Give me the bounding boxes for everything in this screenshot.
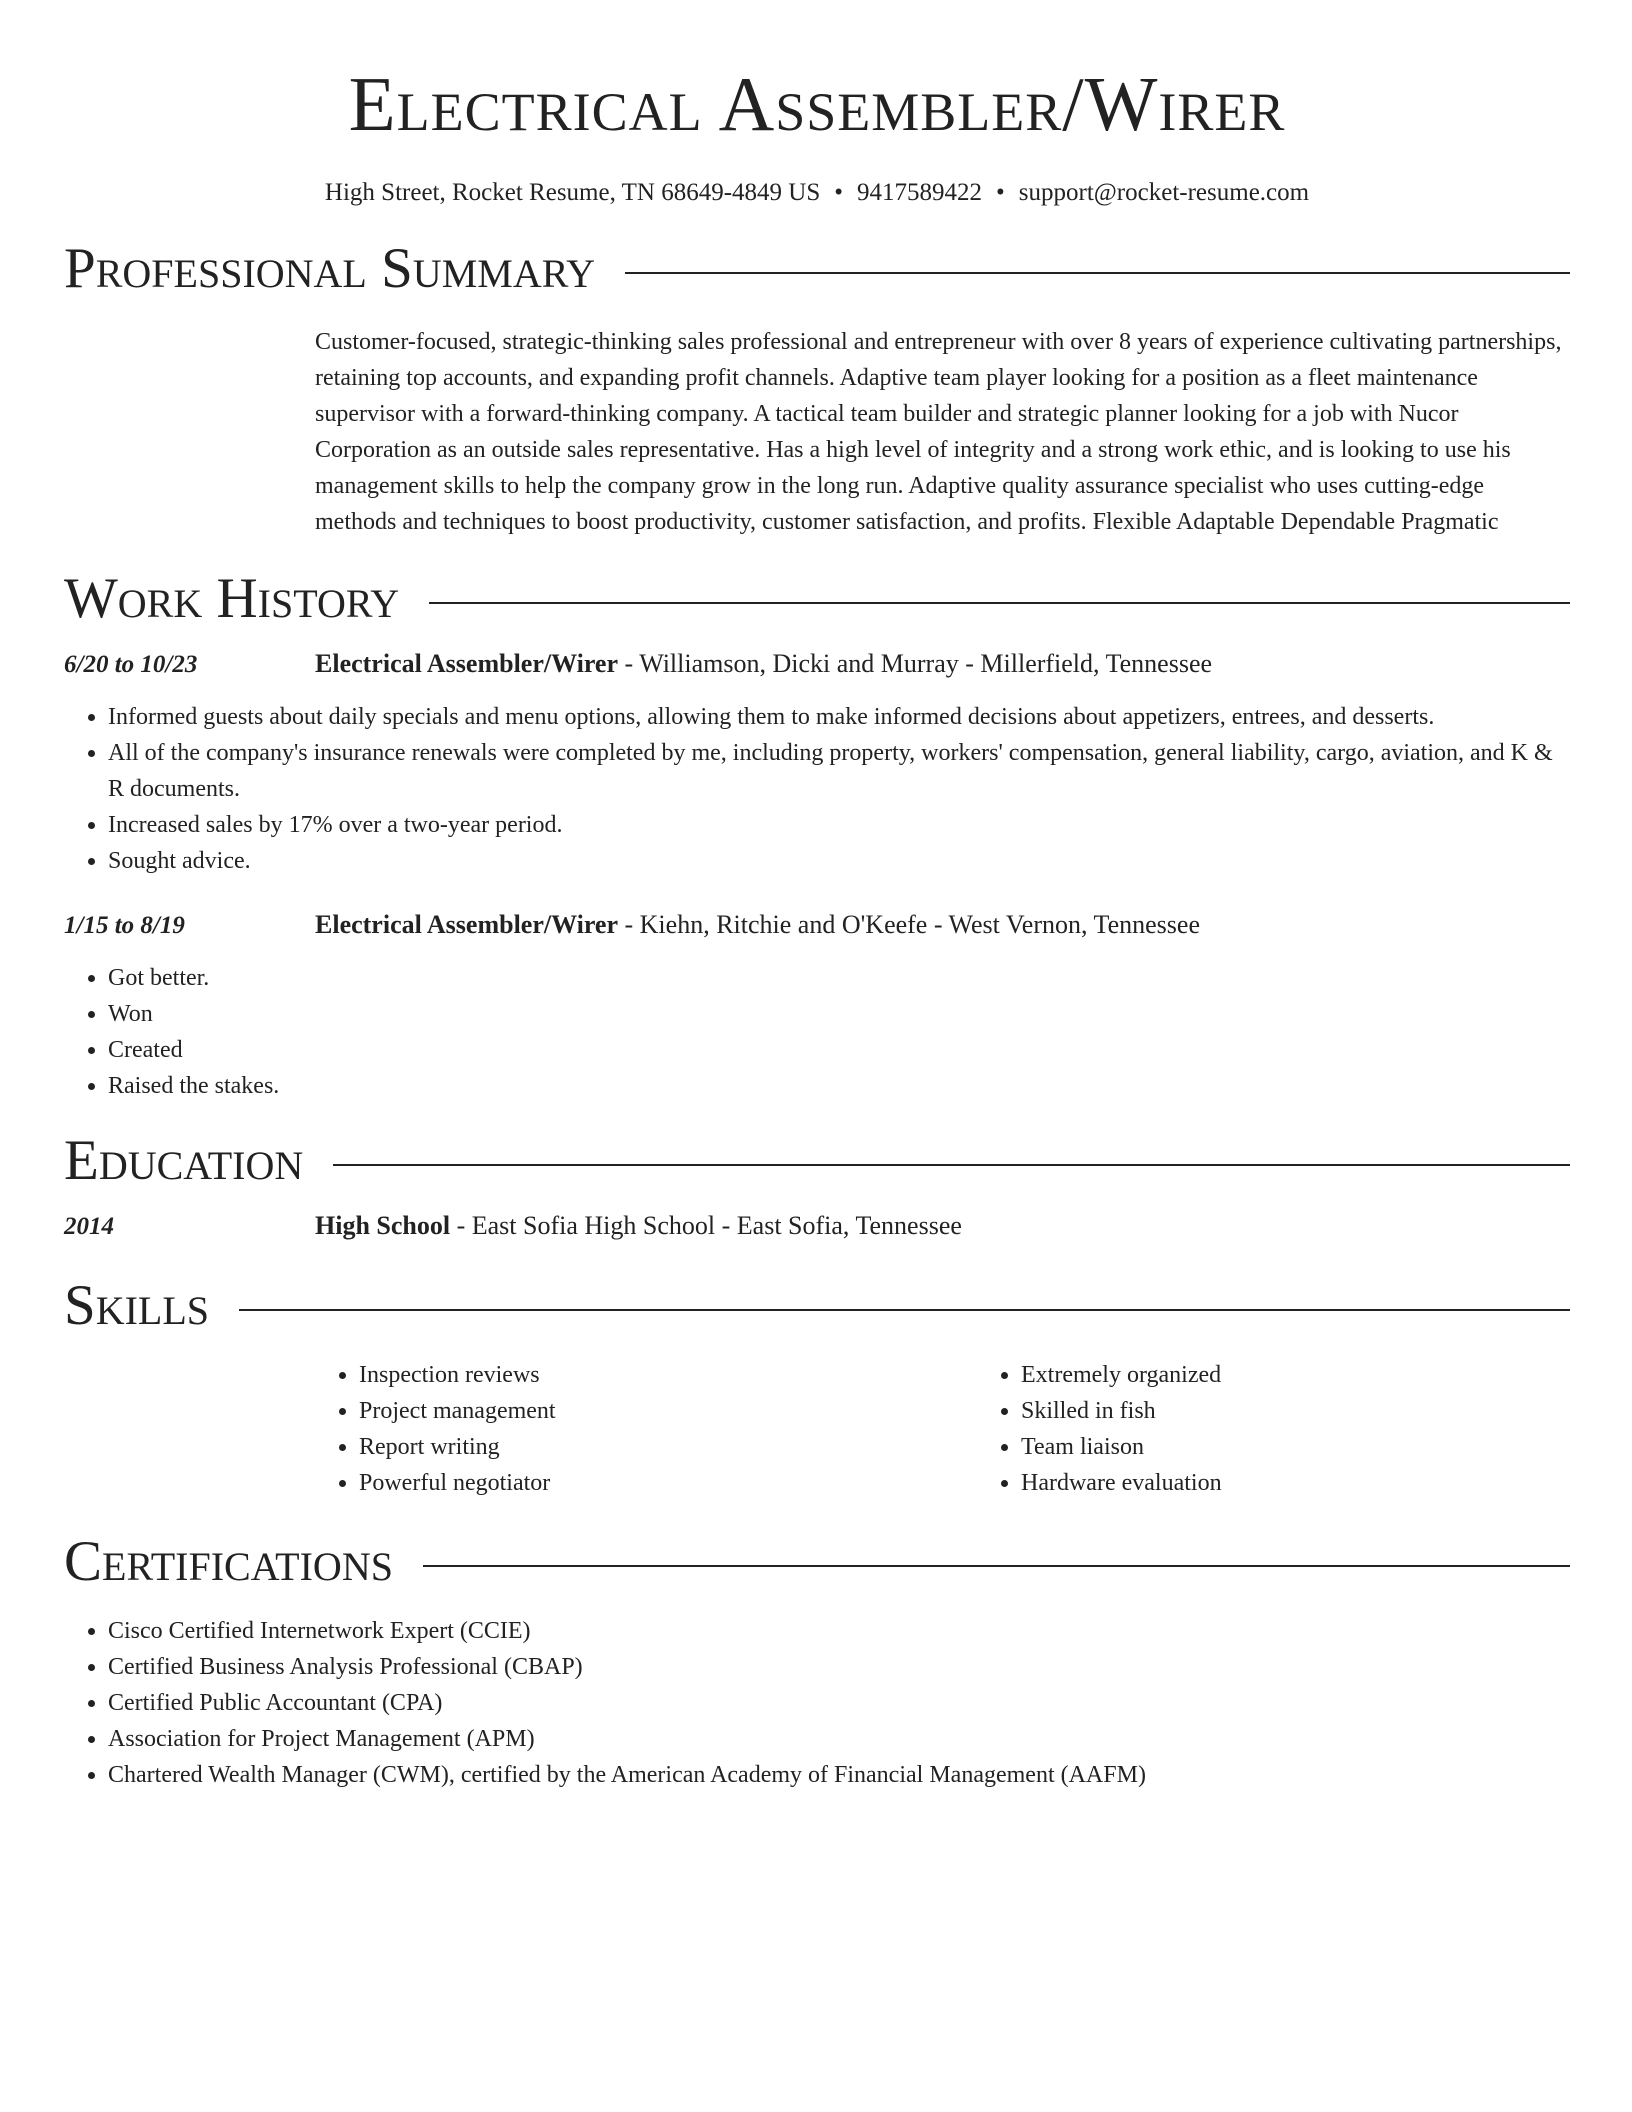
work-history-section: [64, 566, 1570, 1104]
job-title-line: [315, 907, 1200, 943]
job-bullet: • Raised the stakes.: [108, 1068, 1570, 1104]
resume-page: [64, 0, 1570, 1793]
summary-section: [64, 236, 1570, 540]
certification-item: • Cisco Certified Internetwork Expert (CCIE): [108, 1613, 1570, 1649]
job-bullet: • Won: [108, 996, 1570, 1032]
education-entry: [64, 1208, 1570, 1245]
job-header: [64, 907, 1570, 944]
certification-item: • Certified Public Accountant (CPA): [108, 1685, 1570, 1721]
contact-separator: •: [996, 179, 1005, 206]
skill-item: • Inspection reviews: [359, 1357, 977, 1393]
certification-item: • Association for Project Management (APM): [108, 1721, 1570, 1757]
education-section: [64, 1128, 1570, 1245]
job-bullet: • Informed guests about daily specials and menu options, allowing them to make informed decisions about appetizers, entrees, and desserts.: [108, 699, 1570, 735]
skill-item: • Extremely organized: [1021, 1357, 1632, 1393]
skill-item: • Powerful negotiator: [359, 1465, 977, 1501]
job-bullet: • Sought advice.: [108, 843, 1570, 879]
section-divider: [625, 272, 1570, 274]
skills-column-right: [977, 1357, 1632, 1501]
education-line: [315, 1208, 962, 1244]
section-divider: [429, 602, 1570, 604]
skill-item: • Hardware evaluation: [1021, 1465, 1632, 1501]
skill-item: • Project management: [359, 1393, 977, 1429]
job-title: Electrical Assembler/Wirer: [315, 649, 618, 678]
contact-address: High Street, Rocket Resume, TN 68649-4849 US: [324, 179, 821, 206]
certifications-heading: [64, 1529, 1570, 1595]
education-heading: [64, 1128, 1570, 1194]
job-bullet: • Increased sales by 17% over a two-year period.: [108, 807, 1570, 843]
certification-item: • Certified Business Analysis Professional (CBAP): [108, 1649, 1570, 1685]
contact-separator: •: [834, 179, 844, 206]
skill-item: • Team liaison: [1021, 1429, 1632, 1465]
skill-item: • Skilled in fish: [1021, 1393, 1632, 1429]
certifications-section: [64, 1529, 1570, 1793]
section-divider: [423, 1565, 1570, 1567]
education-degree: High School: [315, 1211, 451, 1240]
work-history-heading: [64, 566, 1570, 632]
job-bullets: [64, 960, 1570, 1104]
section-divider: [333, 1164, 1570, 1166]
education-heading-text: Education: [64, 1129, 304, 1192]
job-bullet: • Got better.: [108, 960, 1570, 996]
certification-item: • Chartered Wealth Manager (CWM), certified by the American Academy of Financial Management (AAFM): [108, 1757, 1570, 1793]
job-entry: [64, 907, 1570, 1104]
skills-heading-text: Skills: [64, 1274, 210, 1337]
contact-phone: 9417589422: [857, 179, 983, 206]
summary-text: Customer-focused, strategic-thinking sales professional and entrepreneur with over 8 years of experience cultivating partnerships, retaining top accounts, and expanding profit channels. Adaptive team player looking for a position as a fleet maintenance supervisor with a forward-thinking company. A tactical team builder and strategic planner looking for a job with Nucor Corporation as an outside sales representative. Has a high level of integrity and a strong work ethic, and is looking to use his management skills to help the company grow in the long run. Adaptive quality assurance specialist who uses cutting-edge methods and techniques to boost productivity, customer satisfaction, and profits. Flexible Adaptable Dependable Pragmatic: [315, 329, 1562, 535]
job-bullet: • All of the company's insurance renewals were completed by me, including property, workers' compensation, general liability, cargo, aviation, and K & R documents.: [108, 735, 1570, 807]
work-history-heading-text: Work History: [64, 567, 400, 630]
job-bullets: [64, 699, 1570, 879]
skills-column-left: [315, 1357, 977, 1501]
candidate-name: Electrical Assembler/Wirer: [348, 61, 1286, 147]
job-dates: 1/15 to 8/19: [64, 912, 185, 939]
job-entry: [64, 646, 1570, 879]
education-school-location: - East Sofia High School - East Sofia, Tennessee: [450, 1211, 962, 1240]
job-title: Electrical Assembler/Wirer: [315, 910, 618, 939]
certifications-list: [64, 1613, 1570, 1793]
skills-columns: [315, 1357, 1570, 1501]
certifications-heading-text: Certifications: [64, 1530, 393, 1593]
education-year: 2014: [64, 1213, 114, 1240]
summary-heading-text: Professional Summary: [64, 237, 596, 300]
job-dates: 6/20 to 10/23: [64, 651, 198, 678]
summary-heading: [64, 236, 1570, 302]
contact-line: [64, 176, 1570, 210]
contact-email[interactable]: support@rocket-resume.com: [1018, 179, 1310, 206]
job-employer-location: - Williamson, Dicki and Murray - Millerfield, Tennessee: [618, 649, 1213, 678]
skill-item: • Report writing: [359, 1429, 977, 1465]
job-title-line: [315, 646, 1212, 682]
skills-heading: [64, 1273, 1570, 1339]
section-divider: [239, 1309, 1570, 1311]
job-bullet: • Created: [108, 1032, 1570, 1068]
job-employer-location: - Kiehn, Ritchie and O'Keefe - West Vernon, Tennessee: [618, 910, 1200, 939]
skills-section: [64, 1273, 1570, 1501]
job-header: [64, 646, 1570, 683]
